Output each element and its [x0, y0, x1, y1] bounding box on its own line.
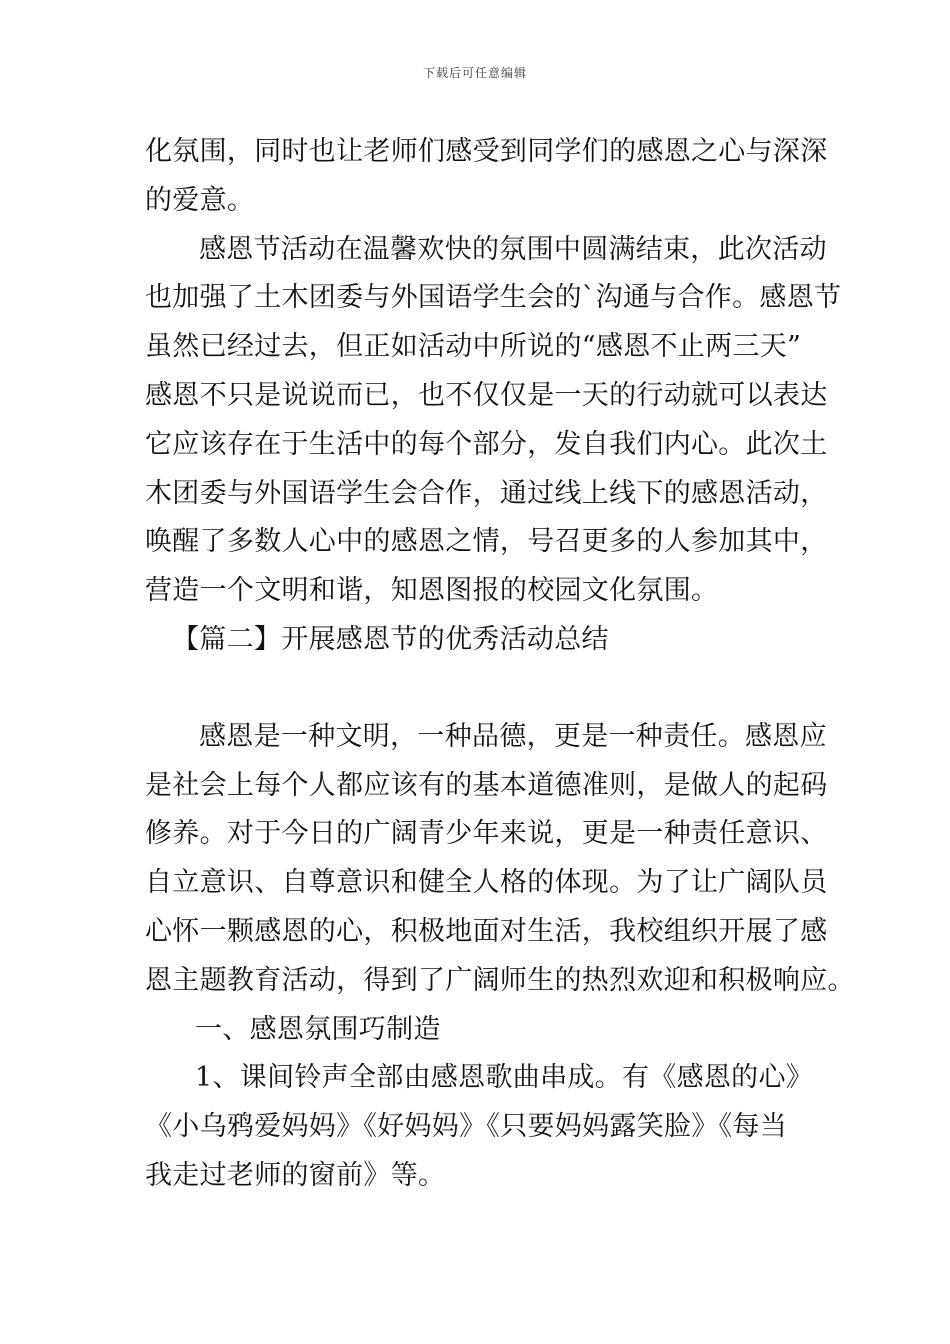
- text-line: 的爱意。: [145, 184, 255, 216]
- text-line: 《小乌鸦爱妈妈》《好妈妈》《只要妈妈露笑脸》《每当: [145, 1111, 787, 1143]
- paragraph-start: 感恩节活动在温馨欢快的氛围中圆满结束，此次活动: [199, 233, 827, 265]
- text-line: 恩主题教育活动，得到了广阔师生的热烈欢迎和积极响应。: [145, 964, 855, 996]
- spacer: [145, 665, 810, 713]
- text-line: 营造一个文明和谐，知恩图报的校园文化氛围。: [145, 575, 719, 607]
- text-line: 化氛围，同时也让老师们感受到同学们的感恩之心与深深: [145, 136, 828, 167]
- list-item: 1、课间铃声全部由感恩歌曲串成。有《感恩的心》: [195, 1062, 814, 1094]
- text-line: 木团委与外国语学生会合作，通过线上线下的感恩活动，: [145, 477, 828, 509]
- text-line: 是社会上每个人都应该有的基本道德准则，是做人的起码: [145, 769, 828, 801]
- text-line: 虽然已经过去，但正如活动中所说的“感恩不止两三天”: [145, 331, 802, 363]
- text-line: 它应该存在于生活中的每个部分，发自我们内心。此次土: [145, 428, 828, 460]
- text-line: 心怀一颗感恩的心，积极地面对生活，我校组织开展了感: [145, 915, 828, 947]
- section-heading: 【篇二】开展感恩节的优秀活动总结: [172, 623, 609, 655]
- text-line: 自立意识、自尊意识和健全人格的体现。为了让广阔队员: [145, 867, 828, 899]
- paragraph-start: 感恩是一种文明，一种品德，更是一种责任。感恩应: [199, 720, 827, 752]
- text-line: 唤醒了多数人心中的感恩之情，号召更多的人参加其中，: [145, 526, 828, 558]
- page-header: 下载后可任意编辑: [422, 66, 527, 80]
- text-line: 感恩不只是说说而已，也不仅仅是一天的行动就可以表达: [145, 379, 828, 411]
- document-body: [145, 128, 855, 1201]
- subsection-heading: 一、感恩氛围巧制造: [195, 1013, 441, 1045]
- text-line: 我走过老师的窗前》等。: [145, 1159, 446, 1191]
- text-line: 也加强了土木团委与外国语学生会的`沟通与合作。感恩节: [145, 282, 842, 314]
- text-line: 修养。对于今日的广阔青少年来说，更是一种责任意识、: [145, 818, 828, 850]
